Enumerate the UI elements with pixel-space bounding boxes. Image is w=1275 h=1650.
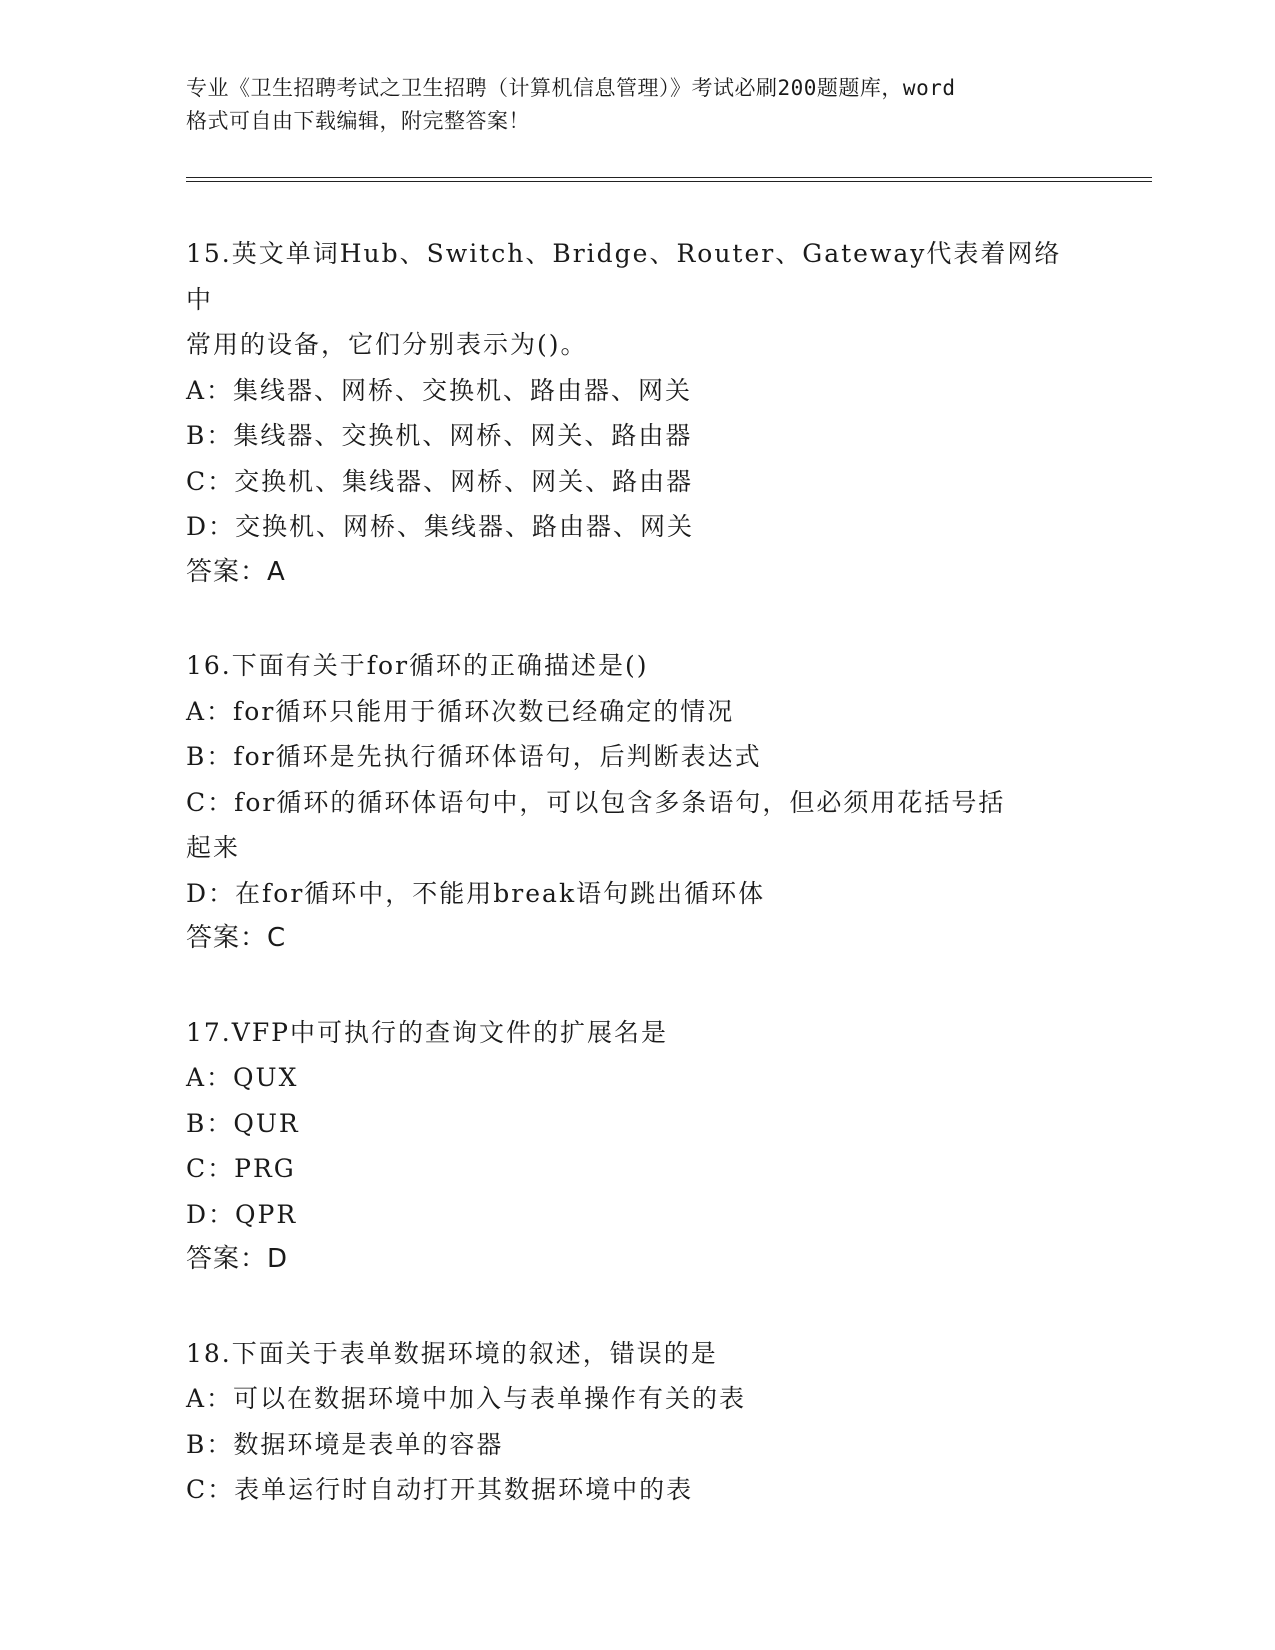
question-17: [186, 1010, 1086, 1283]
question-stem-line: 常用的设备，它们分别表示为()。: [186, 330, 588, 359]
option-a: A：集线器、网桥、交换机、路由器、网关: [186, 375, 693, 405]
answer-line: 答案：C: [186, 923, 287, 953]
option-c: C：for循环的循环体语句中，可以包含多条语句，但必须用花括号括: [186, 787, 1006, 817]
header-line-2: 格式可自由下载编辑，附完整答案！: [186, 109, 530, 133]
option-b: B：数据环境是表单的容器: [186, 1429, 504, 1459]
answer-line: 答案：A: [186, 556, 286, 587]
option-c-continued: 起来: [186, 833, 241, 862]
option-c: C：PRG: [186, 1154, 296, 1183]
header-line-1: 专业《卫生招聘考试之卫生招聘（计算机信息管理）》考试必刷200题题库，word: [186, 76, 956, 100]
question-18: [186, 1331, 1086, 1513]
question-stem-line: 17.VFP中可执行的查询文件的扩展名是: [186, 1017, 668, 1047]
answer-line: 答案：D: [186, 1244, 289, 1274]
document-header: [186, 72, 1086, 138]
question-15: [186, 231, 1086, 595]
option-c: C：交换机、集线器、网桥、网关、路由器: [186, 466, 694, 496]
option-a: A：for循环只能用于循环次数已经确定的情况: [186, 696, 735, 726]
option-b: B：QUR: [186, 1108, 300, 1138]
option-d: D：交换机、网桥、集线器、路由器、网关: [186, 512, 695, 541]
option-b: B：for循环是先执行循环体语句，后判断表达式: [186, 742, 762, 771]
option-c: C：表单运行时自动打开其数据环境中的表: [186, 1475, 694, 1504]
header-double-rule: [186, 177, 1152, 182]
question-list: [186, 231, 1086, 1561]
option-d: D：QPR: [186, 1199, 298, 1229]
question-16: [186, 643, 1086, 962]
option-a: A：QUX: [186, 1063, 299, 1092]
question-stem-line: 16.下面有关于for循环的正确描述是(): [186, 651, 649, 680]
option-b: B：集线器、交换机、网桥、网关、路由器: [186, 421, 693, 450]
question-stem-line: 15.英文单词Hub、Switch、Bridge、Router、Gateway代表着网络中: [186, 239, 1062, 314]
question-stem-line: 18.下面关于表单数据环境的叙述，错误的是: [186, 1338, 718, 1368]
option-d: D：在for循环中，不能用break语句跳出循环体: [186, 878, 766, 908]
option-a: A：可以在数据环境中加入与表单操作有关的表: [186, 1384, 747, 1413]
